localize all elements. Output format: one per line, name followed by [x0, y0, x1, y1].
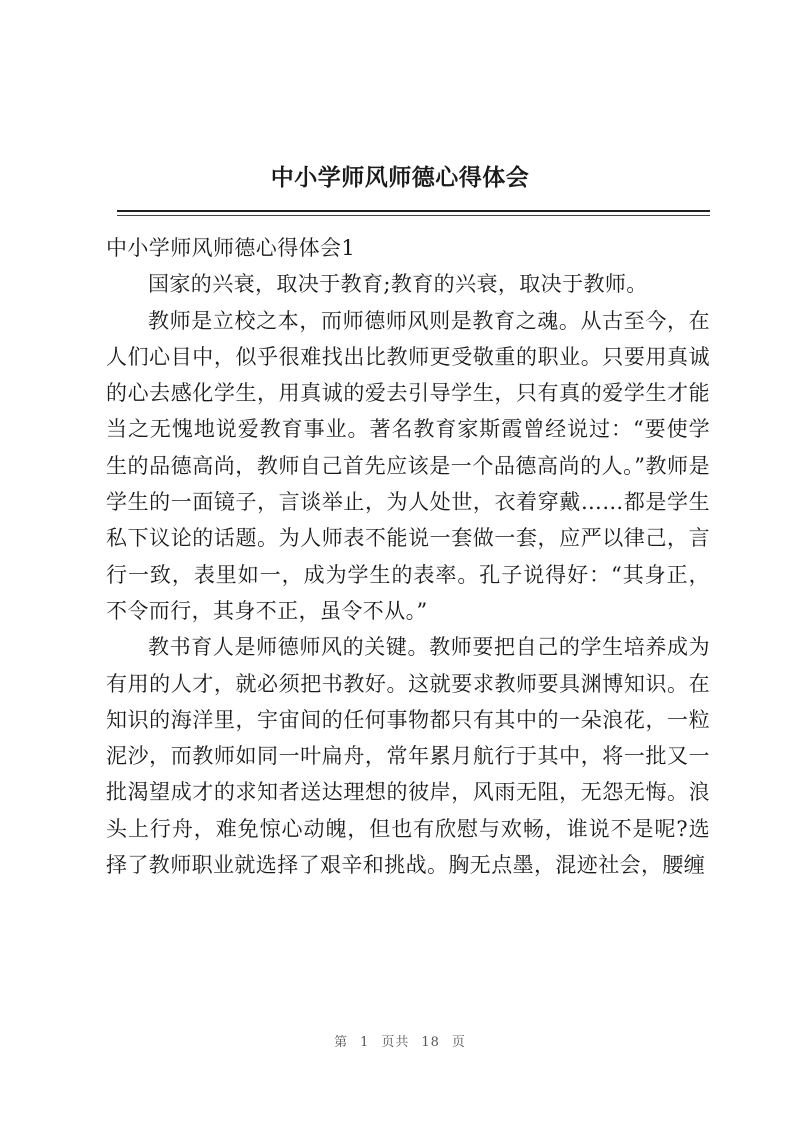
footer-prefix: 第: [334, 1035, 349, 1050]
title-divider: [117, 210, 710, 212]
footer-middle: 页共: [381, 1035, 410, 1050]
footer-suffix: 页: [451, 1035, 466, 1050]
footer-total-pages: 18: [421, 1035, 440, 1050]
paragraph-1: 国家的兴衰，取决于教育;教育的兴衰，取决于教师。: [148, 272, 648, 297]
page-footer: [0, 1031, 800, 1050]
page-title: 中小学师风师德心得体会: [270, 164, 530, 191]
paragraph-3: 教书育人是师德师风的关键。教师要把自己的学生培养成为有用的人才，就必须把书教好。这就要求教师要具渊博知识。在知识的海洋里，宇宙间的任何事物都只有其中的一朵浪花，一粒泥沙，而教师如同一叶扁舟，常年累月航行于其中，将一批又一批渴望成才的求知者送达理想的彼岸，风雨无阻，无怨无悔。浪头上行舟，难免惊心动魄，但也有欣慰与欢畅，谁说不是呢?选择了教师职业就选择了艰辛和挑战。胸无点墨，混迹社会，腰缠: [106, 635, 710, 878]
footer-current-page: 1: [360, 1035, 370, 1050]
title-divider-thin: [117, 215, 710, 216]
document-body: [106, 230, 710, 883]
paragraph-2: 教师是立校之本，而师德师风则是教育之魂。从古至今，在人们心目中，似乎很难找出比教师更受敬重的职业。只要用真诚的心去感化学生，用真诚的爱去引导学生，只有真的爱学生才能当之无愧地说爱教育事业。著名教育家斯霞曾经说过：“要使学生的品德高尚，教师自己首先应该是一个品德高尚的人。”教师是学生的一面镜子，言谈举止，为人处世，衣着穿戴……都是学生私下议论的话题。为人师表不能说一套做一套，应严以律己，言行一致，表里如一，成为学生的表率。孔子说得好：“其身正，不令而行，其身不正，虽令不从。”: [106, 308, 710, 623]
section-heading: 中小学师风师德心得体会1: [106, 236, 356, 260]
